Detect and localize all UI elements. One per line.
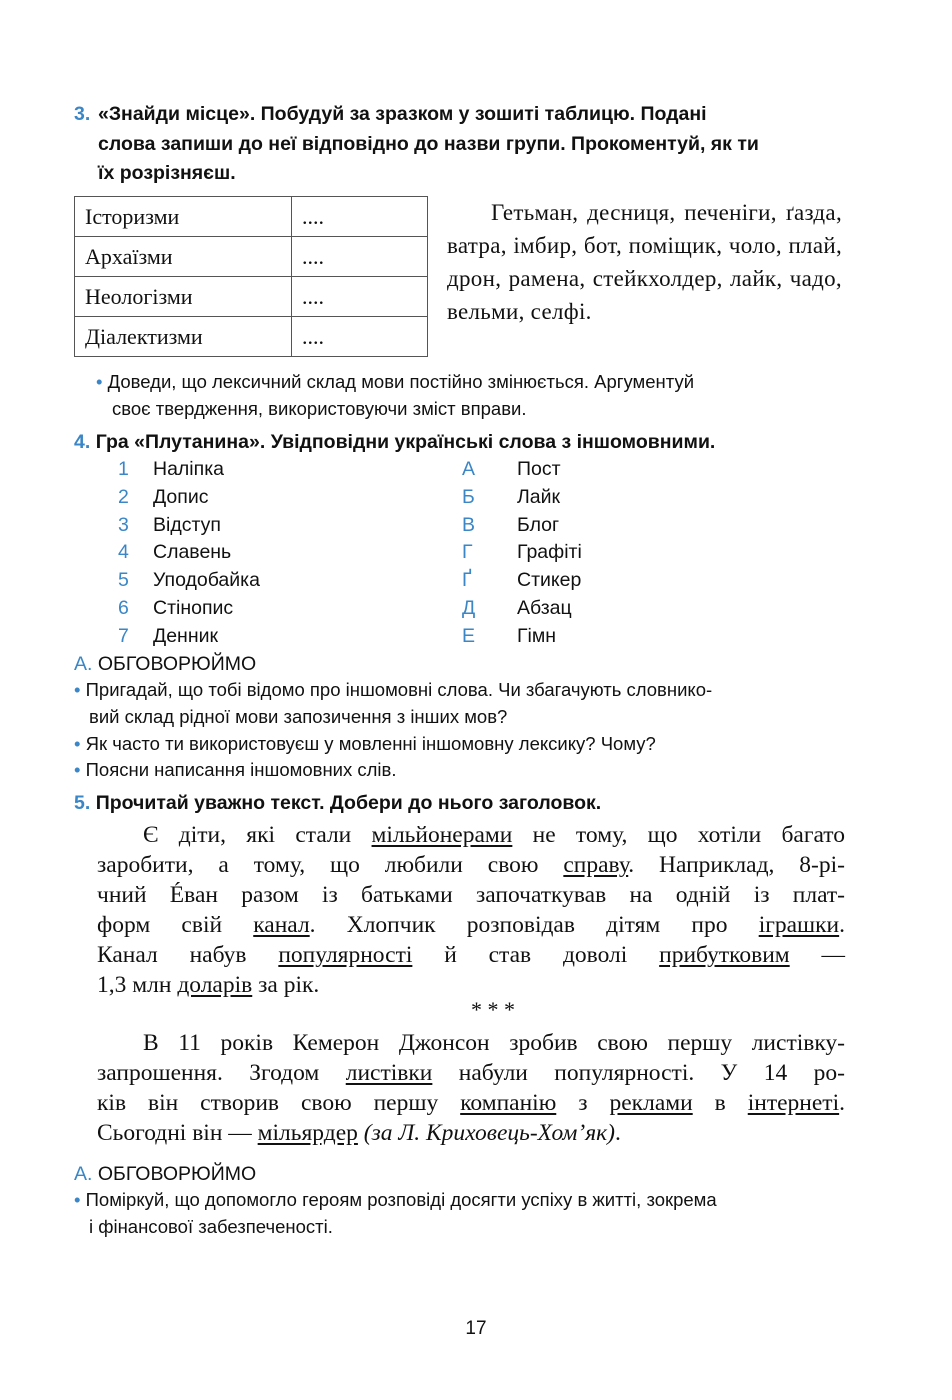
group-words-cell: .... (292, 237, 428, 277)
text-line (97, 910, 845, 940)
text-run: Є діти, які стали (143, 822, 372, 848)
match-number: 7 (118, 624, 129, 647)
match-letter: Ґ (462, 569, 472, 592)
bullet-icon: • (74, 679, 81, 700)
ukrainian-word: Допис (153, 485, 209, 508)
match-letter: Г (462, 541, 473, 564)
discussion-text: Пригадай, що тобі відомо про іншомовні слова. Чи збагачують словнико- (85, 679, 713, 700)
ukrainian-word: Денник (153, 624, 219, 647)
text-run: 1,3 млн (97, 972, 178, 998)
text-line (97, 1118, 845, 1148)
match-number: 5 (118, 569, 129, 592)
instruction-text: Гра «Плутанина». Увідповідни українські слова з іншомовними. (95, 431, 716, 453)
text-run: з (556, 1090, 610, 1116)
foreign-word: Лайк (517, 485, 561, 508)
group-name-cell: Історизми (75, 197, 292, 237)
match-number: 3 (118, 513, 129, 536)
discussion-label: ОБГОВОРЮЙМО (97, 1163, 257, 1185)
task-4-instruction (74, 428, 715, 456)
text-run: набули популярності. У 14 ро- (432, 1060, 845, 1086)
text-run: Сьогодні він — (97, 1120, 258, 1146)
table-row (75, 277, 428, 317)
instruction-line: слова запиши до неї відповідно до назви групи. Прокоментуй, як ти (98, 132, 759, 155)
discussion-item (74, 731, 864, 758)
underlined-word: компанію (460, 1090, 557, 1116)
discussion-text: і фінансової забезпеченості. (89, 1215, 333, 1237)
group-name-cell: Діалектизми (75, 317, 292, 357)
story-paragraph-1 (97, 820, 845, 1000)
discussion-marker: А. (74, 653, 93, 675)
task-3-instruction (74, 100, 874, 189)
bullet-text: своє твердження, використовуючи зміст вправи. (112, 398, 527, 419)
underlined-word: справу (563, 852, 629, 878)
task-3-bullet (96, 368, 856, 422)
foreign-word: Графіті (517, 541, 582, 564)
group-words-cell: .... (292, 317, 428, 357)
match-letter: Б (462, 485, 475, 508)
match-letter: Е (462, 624, 476, 647)
match-number: 4 (118, 541, 129, 564)
text-run: — (789, 942, 846, 968)
instruction-text: Прочитай уважно текст. Добери до нього заголовок. (95, 792, 602, 814)
task-5-instruction (74, 789, 601, 817)
text-line (97, 850, 845, 880)
task-number: 4. (74, 431, 91, 453)
match-letter: В (462, 513, 476, 536)
table-row (75, 237, 428, 277)
match-number: 6 (118, 597, 129, 619)
discussion-item (74, 677, 864, 730)
text-line: В 11 років Кемерон Джонсон зробив свою першу листівку- (143, 1030, 845, 1056)
group-name-cell: Неологізми (75, 277, 292, 317)
ukrainian-word: Славень (153, 541, 232, 564)
table-row (75, 317, 428, 357)
foreign-word: Стикер (517, 569, 582, 592)
text-run: в (692, 1090, 748, 1116)
text-run: Канал набув (97, 942, 279, 968)
discussion-text: вий склад рідної мови запозичення з інших мов? (89, 705, 508, 727)
text-run: ків він створив свою першу (97, 1090, 461, 1116)
instruction-line: «Знайди місце». Побудуй за зразком у зошиті таблицю. Подані (98, 103, 707, 125)
underlined-word: листівки (345, 1060, 433, 1086)
underlined-word: мільйонерами (371, 822, 513, 848)
underlined-word: доларів (177, 972, 253, 998)
underlined-word: інтернеті (747, 1090, 840, 1116)
word-list-paragraph: Гетьман, десниця, печеніги, ґазда, ватра, імбир, бот, поміщик, чоло, плай, дрон, рамена, стейкхолдер, лайк, чадо, вельми, селфі. (447, 200, 842, 324)
text-run: заробити, а тому, що любили свою (97, 852, 564, 878)
table-row (75, 197, 428, 237)
ukrainian-word: Уподобайка (153, 569, 260, 592)
underlined-word: популярності (278, 942, 413, 968)
text-run: . (614, 1120, 621, 1146)
ukrainian-word: Стінопис (153, 597, 234, 619)
discussion-text: Як часто ти використовуєш у мовленні іншомовну лексику? Чому? (85, 733, 656, 754)
text-run: . (839, 912, 845, 938)
underlined-word: іграшки (758, 912, 840, 938)
text-line (97, 970, 845, 1000)
text-run: форм свій (97, 912, 254, 938)
text-line: чний Éван разом із батьками започаткував на одній із плат- (97, 882, 845, 908)
bullet-text: Доведи, що лексичний склад мови постійно змінюється. Аргументуй (107, 371, 695, 392)
source-citation: (за Л. Криховець-Хом’як) (363, 1120, 615, 1146)
underlined-word: прибутковим (659, 942, 790, 968)
text-run: й став доволі (412, 942, 660, 968)
text-run: не тому, що хотіли багато (512, 822, 845, 848)
instruction-line: їх розрізняєш. (98, 162, 236, 184)
bullet-icon: • (74, 1189, 81, 1210)
text-run: за рік. (252, 972, 320, 998)
discussion-heading (74, 1160, 256, 1188)
match-letter: А (462, 458, 476, 480)
match-number: 1 (118, 458, 129, 480)
discussion-item (74, 1187, 864, 1240)
discussion-label: ОБГОВОРЮЙМО (97, 653, 257, 675)
page-number: 17 (465, 1318, 487, 1339)
bullet-icon: • (96, 371, 103, 392)
task-number: 3. (74, 103, 91, 125)
text-run: . (839, 1090, 845, 1116)
underlined-word: мільярдер (257, 1120, 358, 1146)
text-line (97, 1058, 845, 1088)
discussion-text: Поясни написання іншомовних слів. (85, 759, 397, 780)
text-line (97, 820, 845, 850)
group-words-cell: .... (292, 197, 428, 237)
text-run: . Наприклад, 8-рі- (628, 852, 845, 878)
task-number: 5. (74, 792, 91, 814)
text-line (97, 1088, 845, 1118)
group-name-cell: Архаїзми (75, 237, 292, 277)
underlined-word: реклами (609, 1090, 693, 1116)
match-letter: Д (462, 597, 476, 619)
discussion-heading (74, 650, 256, 678)
underlined-word: канал (253, 912, 310, 938)
discussion-text: Поміркуй, що допомогло героям розповіді досягти успіху в житті, зокрема (85, 1189, 717, 1210)
ukrainian-word: Наліпка (153, 458, 225, 480)
bullet-icon: • (74, 733, 81, 754)
story-paragraph-2 (97, 1028, 845, 1148)
foreign-word: Пост (517, 458, 561, 480)
word-groups-table (74, 196, 428, 357)
group-words-cell: .... (292, 277, 428, 317)
foreign-word: Абзац (517, 597, 572, 619)
discussion-marker: А. (74, 1163, 93, 1185)
ukrainian-word: Відступ (153, 513, 221, 536)
section-separator: * * * (471, 997, 515, 1022)
text-run: . Хлопчик розповідав дітям про (309, 912, 759, 938)
text-line (97, 940, 845, 970)
foreign-word: Гімн (517, 624, 557, 647)
bullet-icon: • (74, 759, 81, 780)
match-number: 2 (118, 485, 129, 508)
discussion-item (74, 757, 864, 784)
foreign-word: Блог (517, 513, 560, 536)
text-run: запрошення. Згодом (97, 1060, 346, 1086)
